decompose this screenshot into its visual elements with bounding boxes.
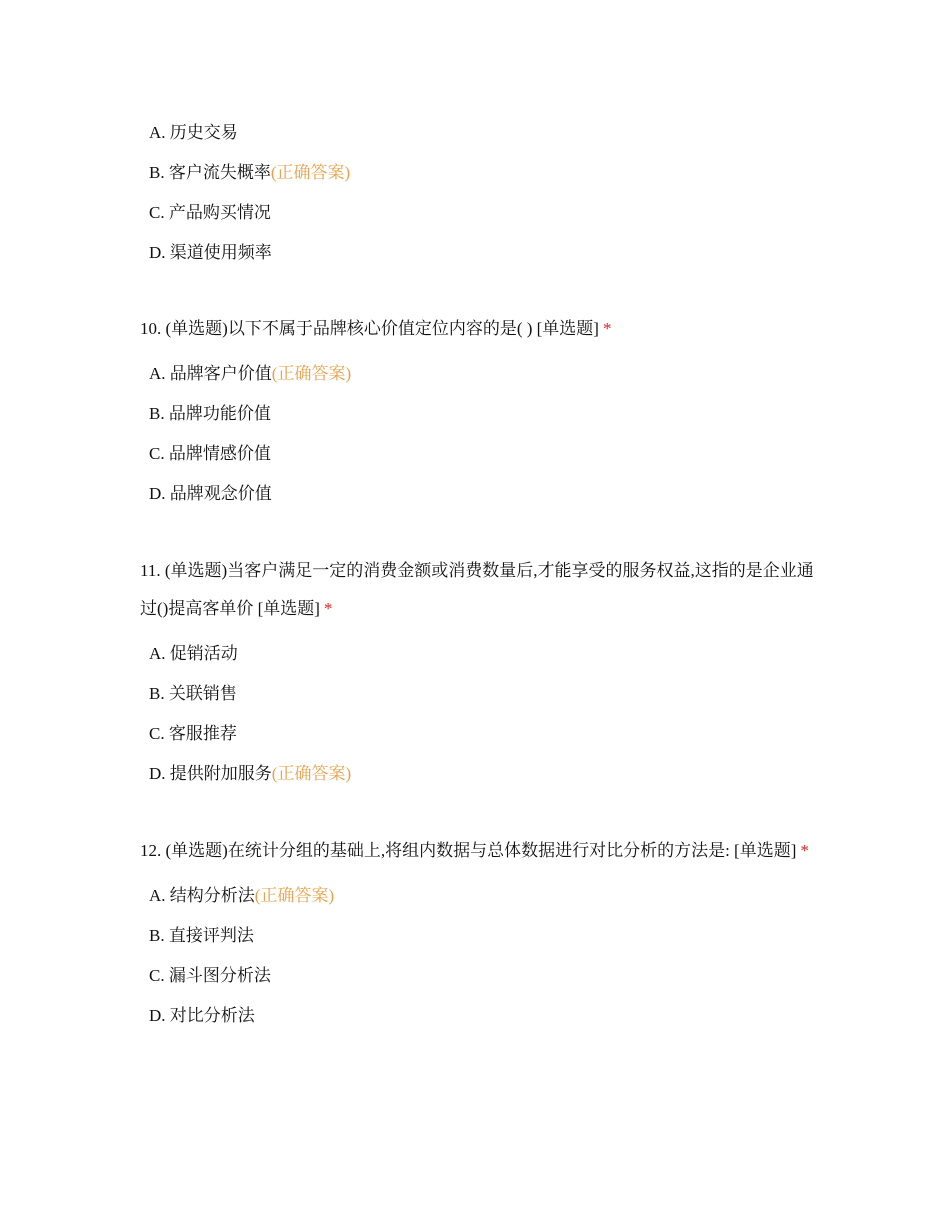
option-row bbox=[140, 674, 820, 714]
question-9-continued bbox=[140, 113, 820, 273]
option-row bbox=[140, 474, 820, 514]
option-row bbox=[140, 434, 820, 474]
option-text: B. 客户流失概率 bbox=[149, 163, 271, 182]
option-row bbox=[140, 153, 820, 193]
question-10 bbox=[140, 310, 820, 514]
option-text: B. 品牌功能价值 bbox=[149, 404, 271, 423]
option-row bbox=[140, 394, 820, 434]
correct-answer-label: (正确答案) bbox=[271, 764, 352, 783]
question-text: 11. (单选题)当客户满足一定的消费金额或消费数量后,才能享受的服务权益,这指的是企业通过()提高客单价 [单选题] bbox=[140, 561, 814, 618]
option-text: C. 客服推荐 bbox=[149, 724, 237, 743]
question-11 bbox=[140, 552, 820, 794]
option-row bbox=[140, 354, 820, 394]
option-row bbox=[140, 876, 820, 916]
question-12 bbox=[140, 832, 820, 1036]
option-row bbox=[140, 634, 820, 674]
correct-answer-label: (正确答案) bbox=[270, 163, 351, 182]
option-row bbox=[140, 113, 820, 153]
option-text: D. 对比分析法 bbox=[149, 1006, 255, 1025]
option-text: C. 品牌情感价值 bbox=[149, 444, 271, 463]
question-text: 12. (单选题)在统计分组的基础上,将组内数据与总体数据进行对比分析的方法是: [单选题] bbox=[140, 841, 797, 860]
option-text: A. 促销活动 bbox=[149, 644, 238, 663]
required-mark: * bbox=[323, 599, 333, 618]
option-row bbox=[140, 233, 820, 273]
option-row bbox=[140, 956, 820, 996]
required-mark: * bbox=[602, 319, 612, 338]
option-text: B. 关联销售 bbox=[149, 684, 237, 703]
question-text: 10. (单选题)以下不属于品牌核心价值定位内容的是( ) [单选题] bbox=[140, 319, 599, 338]
option-text: C. 漏斗图分析法 bbox=[149, 966, 271, 985]
option-row bbox=[140, 754, 820, 794]
option-text: A. 历史交易 bbox=[149, 123, 238, 142]
correct-answer-label: (正确答案) bbox=[271, 364, 352, 383]
question-title bbox=[140, 552, 820, 628]
option-row bbox=[140, 996, 820, 1036]
option-row bbox=[140, 193, 820, 233]
option-row bbox=[140, 714, 820, 754]
option-row bbox=[140, 916, 820, 956]
option-text: D. 渠道使用频率 bbox=[149, 243, 272, 262]
option-text: A. 结构分析法 bbox=[149, 886, 255, 905]
option-text: B. 直接评判法 bbox=[149, 926, 254, 945]
option-text: C. 产品购买情况 bbox=[149, 203, 271, 222]
correct-answer-label: (正确答案) bbox=[254, 886, 335, 905]
question-title bbox=[140, 310, 820, 348]
option-text: D. 提供附加服务 bbox=[149, 764, 272, 783]
question-title bbox=[140, 832, 820, 870]
required-mark: * bbox=[800, 841, 809, 860]
option-text: D. 品牌观念价值 bbox=[149, 484, 272, 503]
option-text: A. 品牌客户价值 bbox=[149, 364, 272, 383]
